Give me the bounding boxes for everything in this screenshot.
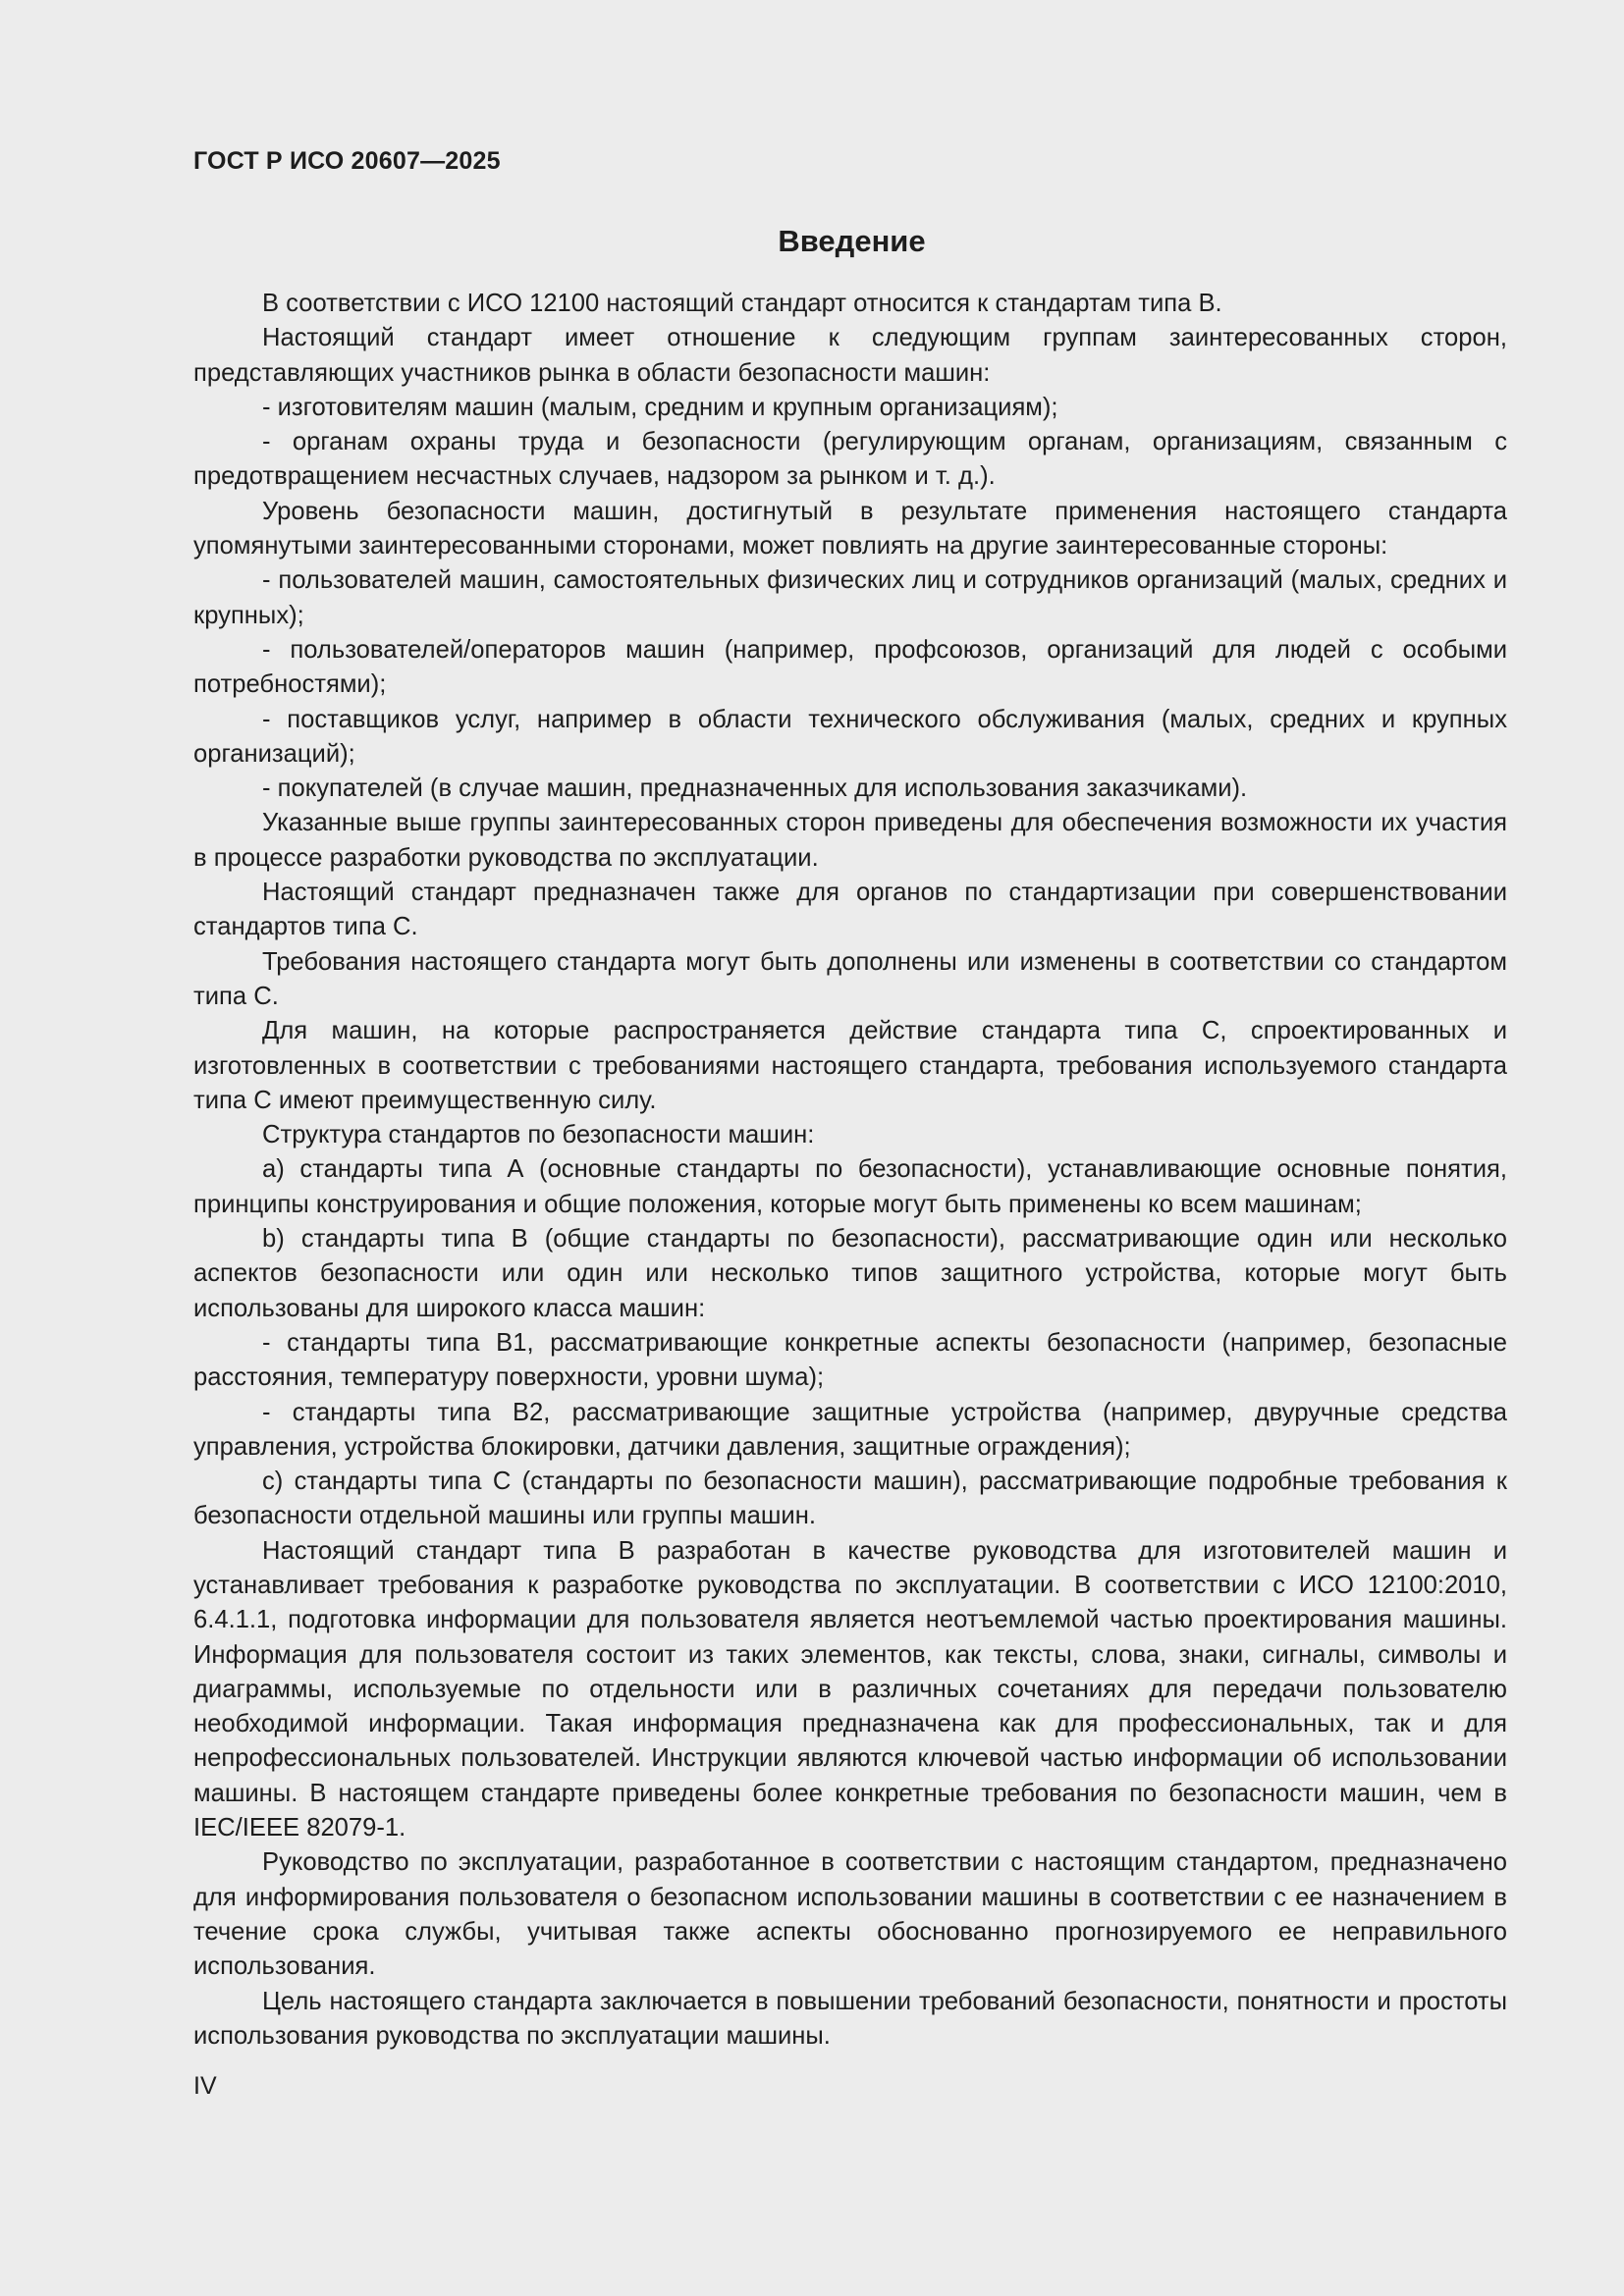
paragraph: Цель настоящего стандарта заключается в повышении требований безопасности, понятности и простоты использования руководства по эксплуатации машины. (193, 1987, 1507, 2050)
list-item: - органам охраны труда и безопасности (регулирующим органам, организациям, связанным с предотвращением несчастных случаев, надзором за рынком и т. д.). (193, 428, 1507, 491)
list-item: - поставщиков услуг, например в области технического обслуживания (малых, средних и крупных организаций); (193, 705, 1507, 768)
list-item: - пользователей машин, самостоятельных физических лиц и сотрудников организаций (малых, средних и крупных); (193, 566, 1507, 629)
list-item: - покупателей (в случае машин, предназначенных для использования заказчиками). (262, 774, 1248, 803)
list-item: - пользователей/операторов машин (например, профсоюзов, организаций для людей с особыми потребностями); (193, 635, 1507, 699)
list-item: c) стандарты типа С (стандарты по безопасности машин), рассматривающие подробные требования к безопасности отдельной машины или группы машин. (193, 1468, 1507, 1530)
body-text (193, 287, 1507, 2054)
paragraph: Настоящий стандарт предназначен также для органов по стандартизации при совершенствовании стандартов типа С. (193, 879, 1507, 941)
list-item: - изготовителям машин (малым, средним и крупным организациям); (262, 393, 1058, 421)
paragraph: Указанные выше группы заинтересованных сторон приведены для обеспечения возможности их участия в процессе разработки руководства по эксплуатации. (193, 809, 1507, 872)
paragraph: Уровень безопасности машин, достигнутый в результате применения настоящего стандарта упомянутыми заинтересованными сторонами, может повлиять на другие заинтересованные стороны: (193, 497, 1507, 561)
list-item: b) стандарты типа В (общие стандарты по безопасности), рассматривающие один или несколько аспектов безопасности или один или несколько типов защитного устройства, которые могут быть использованы для широкого класса машин: (193, 1225, 1507, 1322)
page-number: IV (193, 2072, 217, 2100)
paragraph: В соответствии с ИСО 12100 настоящий стандарт относится к стандартам типа В. (262, 290, 1222, 317)
paragraph: Для машин, на которые распространяется действие стандарта типа С, спроектированных и изготовленных в соответствии с требованиями настоящего стандарта, требования используемого стандарта типа С имеют преимущественную силу. (193, 1017, 1507, 1114)
list-item: - стандарты типа В2, рассматривающие защитные устройства (например, двуручные средства управления, устройства блокировки, датчики давления, защитные ограждения); (193, 1398, 1507, 1461)
list-item: a) стандарты типа А (основные стандарты по безопасности), устанавливающие основные понятия, принципы конструирования и общие положения, которые могут быть применены ко всем машинам; (193, 1155, 1507, 1218)
section-title: Введение (778, 224, 926, 258)
list-item: - стандарты типа В1, рассматривающие конкретные аспекты безопасности (например, безопасные расстояния, температуру поверхности, уровни шума); (193, 1328, 1507, 1392)
paragraph: Структура стандартов по безопасности машин: (262, 1121, 815, 1149)
paragraph: Настоящий стандарт имеет отношение к следующим группам заинтересованных сторон, представляющих участников рынка в области безопасности машин: (193, 324, 1507, 387)
paragraph: Руководство по эксплуатации, разработанное в соответствии с настоящим стандартом, предназначено для информирования пользователя о безопасном использовании машины в соответствии с ее назначением в течение срока службы, учитывая также аспекты обоснованно прогнозируемого ее неправильного использования. (193, 1848, 1507, 1981)
paragraph: Настоящий стандарт типа В разработан в качестве руководства для изготовителей машин и устанавливает требования к разработке руководства по эксплуатации. В соответствии с ИСО 12100:2010, 6.4.1.1, подготовка информации для пользователя является неотъемлемой частью проектирования машины. Информация для пользователя состоит из таких элементов, как тексты, слова, знаки, сигналы, символы и диаграммы, используемые по отдельности или в различных сочетаниях для передачи пользователю необходимой информации. Такая информация предназначена как для профессиональных, так и для непрофессиональных пользователей. Инструкции являются ключевой частью информации об использовании машины. В настоящем стандарте приведены более конкретные требования по безопасности машин, чем в IEC/IEEE 82079-1. (193, 1536, 1507, 1842)
document-code-header: ГОСТ Р ИСО 20607—2025 (193, 147, 501, 175)
paragraph: Требования настоящего стандарта могут быть дополнены или изменены в соответствии со стандартом типа С. (193, 947, 1507, 1010)
